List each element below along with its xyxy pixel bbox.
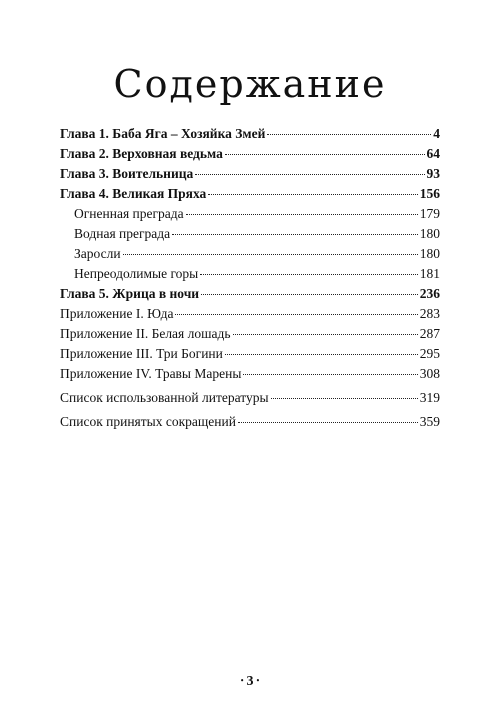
dot-leader <box>271 397 418 399</box>
toc-entry <box>60 364 440 384</box>
dot-leader <box>225 353 418 355</box>
page-number-value: 3 <box>246 674 254 689</box>
dot-leader <box>238 421 418 423</box>
toc-entry <box>60 344 440 364</box>
toc-entry <box>60 388 440 408</box>
toc-entry-label: Глава 4. Великая Пряха <box>60 186 207 201</box>
page-number <box>0 674 500 690</box>
toc-entry <box>60 164 440 184</box>
toc-entry <box>60 204 440 224</box>
toc-entry <box>60 304 440 324</box>
toc-entry <box>60 264 440 284</box>
toc-entry-page: 308 <box>419 366 440 381</box>
toc-entry-label: Непреодолимые горы <box>74 266 199 281</box>
dot-leader <box>267 133 431 135</box>
toc-entry-page: 180 <box>419 226 440 241</box>
toc-entry-label: Приложение II. Белая лошадь <box>60 326 231 341</box>
toc-entry-label: Приложение IV. Травы Марены <box>60 366 242 381</box>
dot-leader <box>195 173 424 175</box>
toc-entry <box>60 412 440 432</box>
toc-entry-label: Приложение I. Юда <box>60 306 174 321</box>
toc-entry-label: Глава 5. Жрица в ночи <box>60 286 200 301</box>
toc-entry-label: Глава 2. Верховная ведьма <box>60 146 223 161</box>
dot-leader <box>208 193 417 195</box>
toc-entry <box>60 224 440 244</box>
toc-entry-label: Глава 1. Баба Яга – Хозяйка Змей <box>60 126 266 141</box>
page-title: Содержание <box>113 62 387 106</box>
toc-entry-label: Огненная преграда <box>74 206 184 221</box>
toc-entry <box>60 324 440 344</box>
toc-entry-label: Водная преграда <box>74 226 171 241</box>
folio-dot-left: • <box>240 676 244 685</box>
dot-leader <box>243 373 417 375</box>
toc-entry-page: 295 <box>419 346 440 361</box>
dot-leader <box>201 293 418 295</box>
toc-entry-page: 236 <box>419 286 440 301</box>
toc-entry-label: Заросли <box>74 246 121 261</box>
toc-entry-page: 179 <box>419 206 440 221</box>
dot-leader <box>175 313 417 315</box>
toc-entry-label: Список принятых сокращений <box>60 414 236 429</box>
toc-entry-label: Глава 3. Воительница <box>60 166 194 181</box>
dot-leader <box>186 213 418 215</box>
toc-entry <box>60 124 440 144</box>
toc-entry-page: 283 <box>419 306 440 321</box>
toc-entry-page: 4 <box>433 126 440 141</box>
toc-entry-page: 287 <box>419 326 440 341</box>
toc-entry <box>60 244 440 264</box>
dot-leader <box>225 153 425 155</box>
dot-leader <box>123 253 418 255</box>
toc-entry-label: Список использованной литературы <box>60 390 269 405</box>
toc-entry <box>60 284 440 304</box>
toc-entry-page: 180 <box>419 246 440 261</box>
folio-dot-right: • <box>256 676 260 685</box>
toc-entry-label: Приложение III. Три Богини <box>60 346 223 361</box>
table-of-contents <box>60 124 440 432</box>
dot-leader <box>200 273 418 275</box>
toc-entry <box>60 184 440 204</box>
toc-entry-page: 156 <box>419 186 440 201</box>
toc-entry <box>60 144 440 164</box>
toc-entry-page: 64 <box>426 146 440 161</box>
toc-entry-page: 359 <box>419 414 440 429</box>
toc-entry-page: 93 <box>426 166 440 181</box>
dot-leader <box>233 333 418 335</box>
toc-entry-page: 181 <box>419 266 440 281</box>
dot-leader <box>172 233 418 235</box>
toc-entry-page: 319 <box>419 390 440 405</box>
